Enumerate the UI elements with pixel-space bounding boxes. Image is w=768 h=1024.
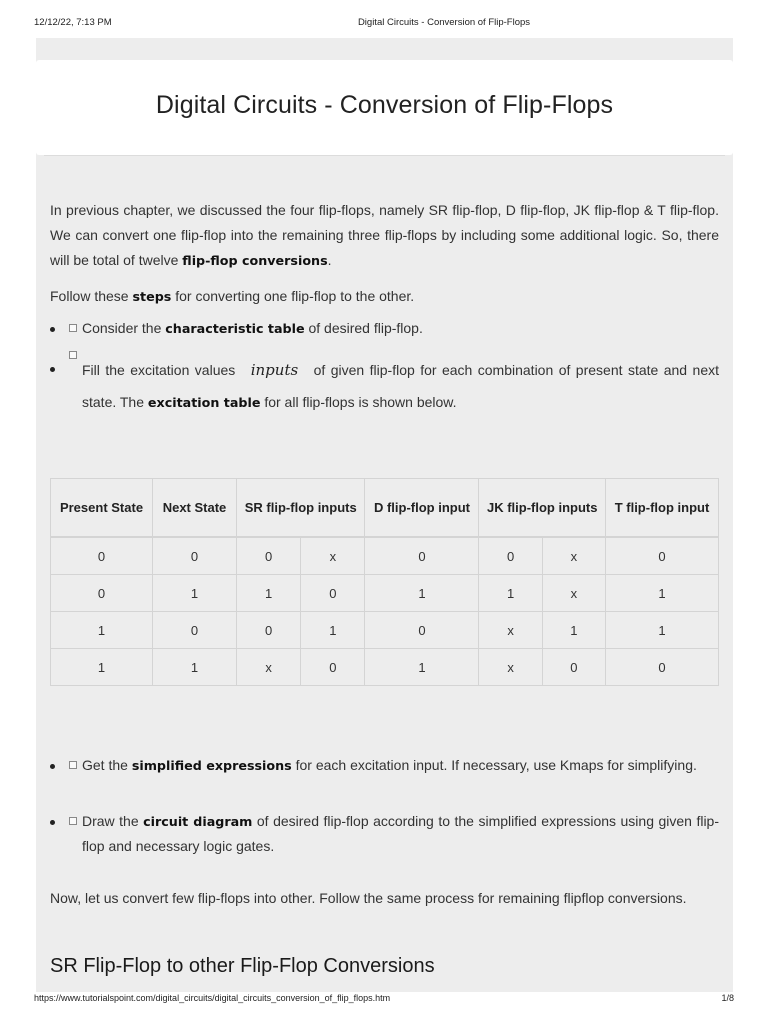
bullet-dot [50, 367, 55, 372]
table-cell: 0 [606, 649, 719, 686]
intro-paragraph [50, 198, 719, 273]
checkbox-icon [69, 817, 77, 825]
checkbox-icon [69, 324, 77, 332]
col-next-state: Next State [153, 479, 237, 537]
table-cell: 1 [301, 612, 365, 649]
closing-paragraph: Now, let us convert few flip-flops into other. Follow the same process for remaining flipflop conversions. [50, 890, 687, 906]
excitation-table [50, 478, 719, 686]
table-row [51, 575, 719, 612]
intro-end: . [327, 252, 332, 268]
step-text-post: of desired flip-flop. [304, 320, 423, 336]
step-text-post: of desired flip-flop according to the simplified expressions using given flip-flop and necessary logic gates. [82, 813, 720, 854]
table-cell: 1 [542, 612, 605, 649]
table-cell: 1 [606, 575, 719, 612]
table-cell: 0 [365, 612, 479, 649]
table-cell: x [542, 575, 605, 612]
steps-intro-text: Follow these [50, 288, 133, 304]
table-cell: 1 [606, 612, 719, 649]
table-cell: 0 [542, 649, 605, 686]
step-text [82, 809, 719, 859]
title-card [36, 60, 733, 155]
table-row [51, 612, 719, 649]
col-t-input: T flip-flop input [606, 479, 719, 537]
table-row [51, 538, 719, 575]
table-cell: x [479, 612, 542, 649]
table-cell: 1 [479, 575, 542, 612]
checkbox-icon [69, 761, 77, 769]
table-cell: 1 [365, 649, 479, 686]
math-inputs: inputs [250, 361, 299, 379]
table-cell: 0 [237, 612, 301, 649]
intro-bold: flip-flop conversions [182, 253, 328, 268]
table-cell: 0 [479, 538, 542, 575]
table-cell: 0 [365, 538, 479, 575]
table-cell: x [237, 649, 301, 686]
table-row [51, 649, 719, 686]
print-doc-title: Digital Circuits - Conversion of Flip-Flops [357, 17, 531, 28]
table-cell: 1 [51, 649, 153, 686]
table-cell: 1 [51, 612, 153, 649]
checkbox-icon [69, 351, 77, 359]
table-cell: x [479, 649, 542, 686]
table-cell: 0 [301, 649, 365, 686]
step-text-mid: of given flip-flop for each combination of present state and next state. The [82, 362, 719, 410]
bullet-dot [50, 820, 55, 825]
step-text-pre: Consider the [82, 320, 166, 336]
step-bold: simplified expressions [131, 758, 292, 773]
col-jk-inputs: JK flip-flop inputs [479, 479, 606, 537]
step-text-pre: Fill the excitation values [82, 362, 241, 378]
step-bold: circuit diagram [143, 814, 253, 829]
step-text-post: for each excitation input. If necessary, use Kmaps for simplifying. [291, 757, 697, 773]
table-cell: 1 [237, 575, 301, 612]
bullet-dot [50, 764, 55, 769]
table-cell: 0 [153, 612, 237, 649]
step-bold: excitation table [147, 395, 261, 410]
table-cell: x [301, 538, 365, 575]
table-cell: 0 [51, 538, 153, 575]
col-sr-inputs: SR flip-flop inputs [237, 479, 365, 537]
table-header-row [51, 479, 719, 537]
step-text-pre: Draw the [82, 813, 144, 829]
intro-text: In previous chapter, we discussed the four flip-flops, namely SR flip-flop, D flip-flop, JK flip-flop & T flip-flop. We can convert one flip-flop into the remaining three flip-flops by including some additional logic. So, there will be total of twelve [50, 202, 719, 268]
step-text [82, 753, 719, 778]
bullet-dot [50, 327, 55, 332]
title-divider [44, 155, 725, 156]
page-title: Digital Circuits - Conversion of Flip-Flops [155, 91, 614, 119]
table-cell: 0 [51, 575, 153, 612]
section-paragraph [50, 990, 719, 992]
step-text-post: for all flip-flops is shown below. [260, 394, 457, 410]
table-cell: 1 [153, 575, 237, 612]
table-cell: 0 [301, 575, 365, 612]
print-footer [0, 993, 768, 1007]
steps-intro [50, 284, 719, 309]
table-cell: 0 [606, 538, 719, 575]
print-url: https://www.tutorialspoint.com/digital_circuits/digital_circuits_conversion_of_flip_flops.htm [34, 993, 391, 1003]
page-content-area [36, 38, 733, 992]
table-cell: 0 [153, 538, 237, 575]
col-present-state: Present State [51, 479, 153, 537]
section-heading: SR Flip-Flop to other Flip-Flop Conversions [50, 955, 435, 977]
step-text-pre: Get the [82, 757, 132, 773]
steps-intro-end: for converting one flip-flop to the other. [171, 288, 415, 304]
step-bold: characteristic table [165, 321, 305, 336]
table-cell: x [542, 538, 605, 575]
steps-intro-bold: steps [132, 289, 172, 304]
table-cell: 0 [237, 538, 301, 575]
table-cell: 1 [153, 649, 237, 686]
col-d-input: D flip-flop input [365, 479, 479, 537]
step-text [82, 316, 719, 341]
print-datetime: 12/12/22, 7:13 PM [34, 17, 112, 28]
step-text [82, 354, 719, 419]
table-cell: 1 [365, 575, 479, 612]
print-page-number: 1/8 [721, 993, 734, 1003]
print-header [0, 17, 768, 31]
